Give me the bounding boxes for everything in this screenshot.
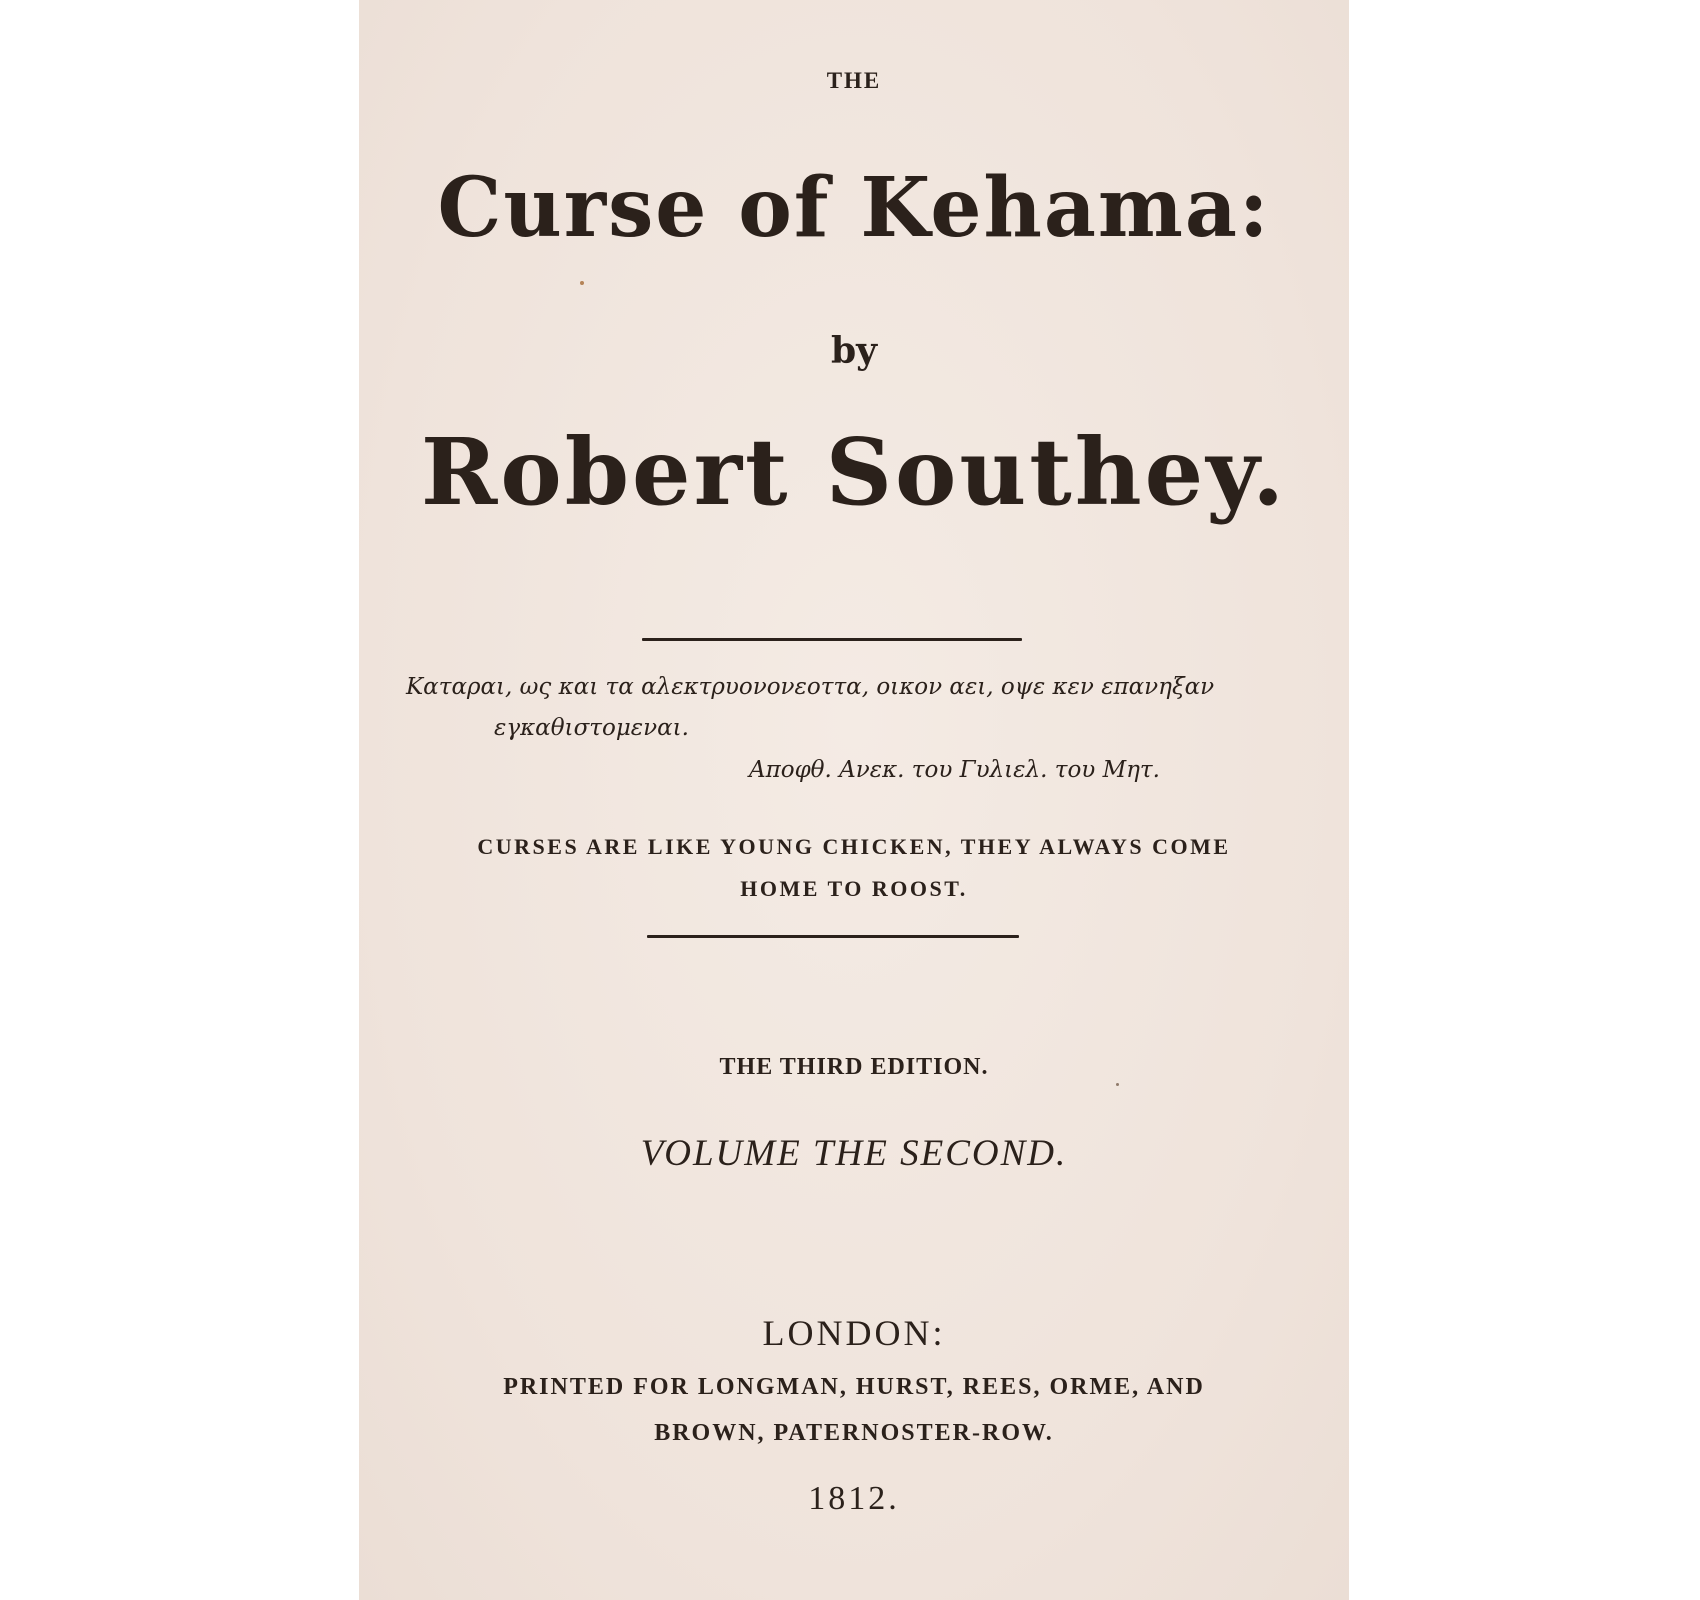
english-epigraph-line-1: CURSES ARE LIKE YOUNG CHICKEN, THEY ALWAYS COME <box>477 834 1231 859</box>
greek-epigraph-line-2: εγκαθιστομεναι. <box>494 715 689 741</box>
author-name: Robert Southey. <box>420 418 1288 526</box>
book-title: Curse of Kehama: <box>437 160 1271 256</box>
paper-speck <box>580 281 584 285</box>
by-line: by <box>830 330 878 372</box>
greek-epigraph-line-1: Καταραι, ως και τα αλεκτρυονονεοττα, οικον αει, οψε κεν επανηξαν <box>406 674 1215 700</box>
imprint-year: 1812. <box>808 1480 900 1517</box>
greek-epigraph-attribution: Αποφθ. Ανεκ. του Γυλιελ. του Μητ. <box>749 757 1160 783</box>
imprint-printer-line-2: BROWN, PATERNOSTER-ROW. <box>654 1420 1054 1446</box>
title-page <box>359 0 1349 1600</box>
imprint-city: LONDON: <box>762 1313 946 1353</box>
imprint-printer-line-1: PRINTED FOR LONGMAN, HURST, REES, ORME, AND <box>503 1374 1205 1400</box>
divider-rule-bottom <box>647 935 1019 938</box>
title-article: THE <box>826 68 882 93</box>
edition-statement: THE THIRD EDITION. <box>719 1054 989 1080</box>
divider-rule-top <box>642 638 1022 641</box>
english-epigraph-line-2: HOME TO ROOST. <box>740 876 968 901</box>
volume-statement: VOLUME THE SECOND. <box>640 1133 1068 1174</box>
paper-speck <box>1116 1083 1119 1086</box>
